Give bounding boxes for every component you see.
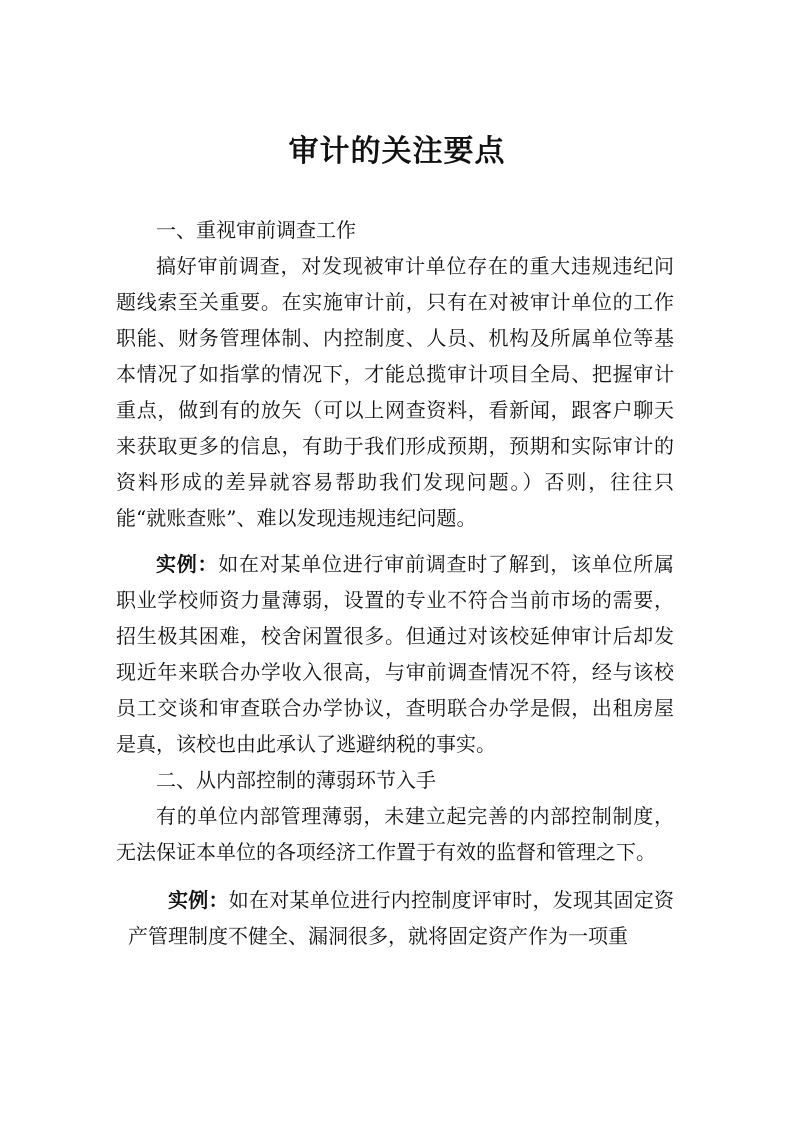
example-paragraph (116, 546, 674, 762)
example-label: 实例： (156, 552, 219, 576)
document-body (116, 212, 674, 954)
section-paragraph: 搞好审前调查，对发现被审计单位存在的重大违规违纪问题线索至关重要。在实施审计前，只有在对被审计单位的工作职能、财务管理体制、内控制度、人员、机构及所属单位等基本情况了如指掌的情况下，才能总揽审计项目全局、把握审计重点，做到有的放矢（可以上网查资料，看新闻，跟客户聊天来获取更多的信息，有助于我们形成预期，预期和实际审计的资料形成的差异就容易帮助我们发现问题。）否则，往往只能“就账查账”、难以发现违规违纪问题。 (116, 254, 674, 530)
section-heading: 一、重视审前调查工作 (156, 218, 356, 242)
example-paragraph (116, 882, 674, 954)
example-text: 如在对某单位进行内控制度评审时，发现其固定资产管理制度不健全、漏洞很多，就将固定资产作为一项重 (128, 888, 674, 948)
document-title: 审计的关注要点 (288, 134, 506, 169)
section-heading: 二、从内部控制的薄弱环节入手 (156, 768, 436, 792)
example-label: 实例： (168, 888, 229, 912)
example-text: 如在对某单位进行审前调查时了解到，该单位所属职业学校师资力量薄弱，设置的专业不符合当前市场的需要，招生极其困难，校舍闲置很多。但通过对该校延伸审计后却发现近年来联合办学收入很高，与审前调查情况不符，经与该校员工交谈和审查联合办学协议，查明联合办学是假，出租房屋是真，该校也由此承认了逃避纳税的事实。 (116, 552, 674, 756)
section-paragraph: 有的单位内部管理薄弱，未建立起完善的内部控制制度，无法保证本单位的各项经济工作置于有效的监督和管理之下。 (116, 804, 674, 864)
